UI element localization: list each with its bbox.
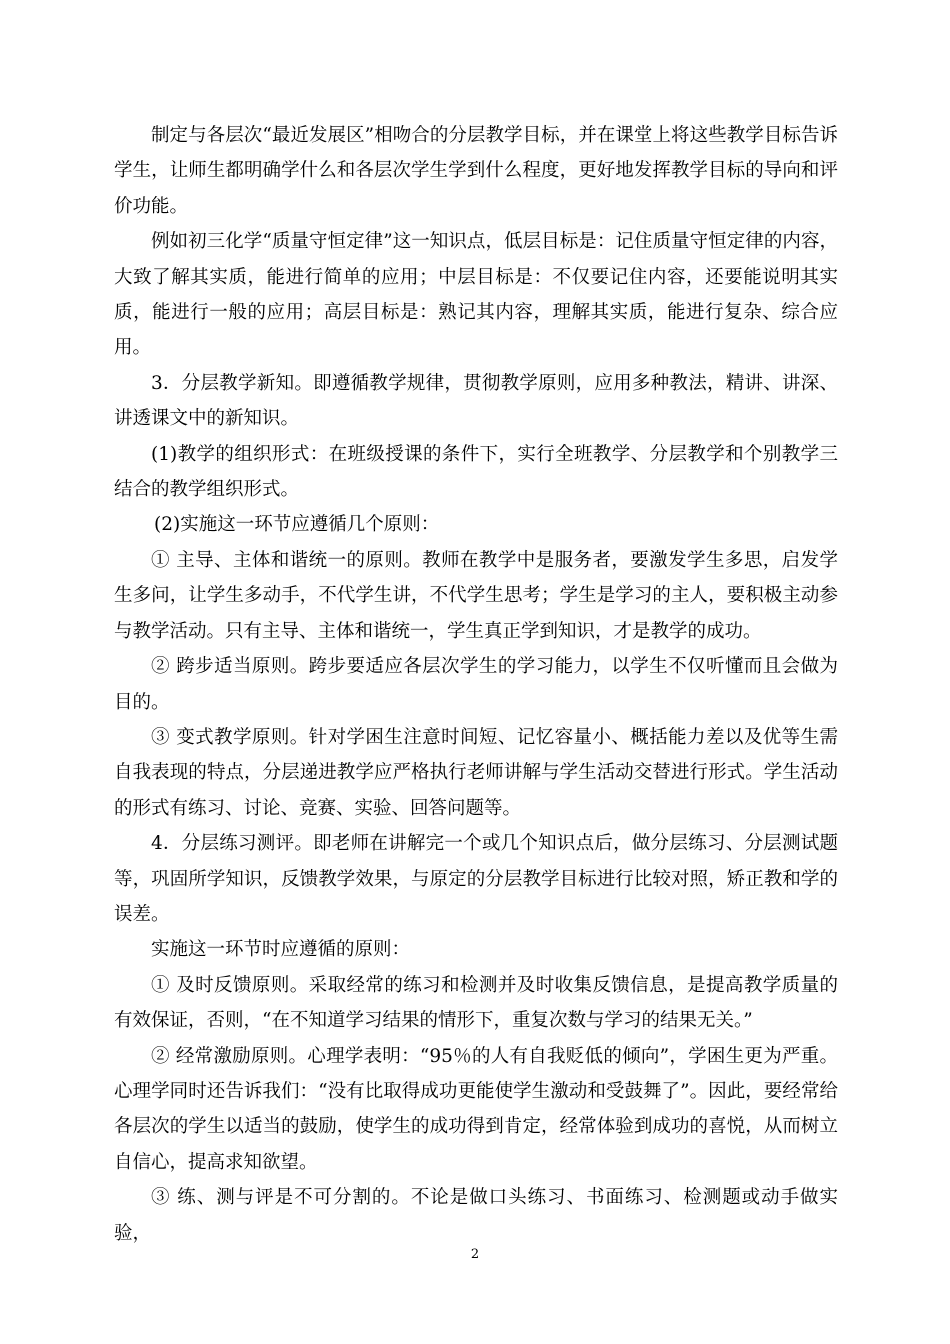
paragraph-principles-heading: (2)实施这一环节应遵循几个原则：	[154, 514, 440, 536]
paragraph-section-4: 4．分层练习测评。即老师在讲解完一个或几个知识点后，做分层练习、分层测试题等，巩固所学知识，反馈教学效果，与原定的分层教学目标进行比较对照，矫正教和学的误差。	[114, 833, 838, 925]
paragraph-goal-intro: 制定与各层次“最近发展区”相吻合的分层教学目标，并在课堂上将这些教学目标告诉学生，让师生都明确学什么和各层次学生学到什么程度，更好地发挥教学目标的导向和评价功能。	[114, 125, 838, 217]
paragraph-principle-1: ① 主导、主体和谐统一的原则。教师在教学中是服务者，要激发学生多思，启发学生多问，让学生多动手，不代学生讲，不代学生思考；学生是学习的主人，要积极主动参与教学活动。只有主导、主体和谐统一，学生真正学到知识，才是教学的成功。	[114, 549, 838, 642]
paragraph-chemistry-example: 例如初三化学“质量守恒定律”这一知识点，低层目标是：记住质量守恒定律的内容，大致了解其实质，能进行简单的应用；中层目标是：不仅要记住内容，还要能说明其实质，能进行一般的应用；高层目标是：熟记其内容，理解其实质，能进行复杂、综合应用。	[114, 231, 838, 359]
paragraph-principle-2: ② 跨步适当原则。跨步要适应各层次学生的学习能力，以学生不仅听懂而且会做为目的。	[114, 656, 838, 713]
paragraph-encouragement-principle: ② 经常激励原则。心理学表明：“95％的人有自我贬低的倾向”，学困生更为严重。心理学同时还告诉我们：“没有比取得成功更能使学生激动和受鼓舞了”。因此，要经常给各层次的学生以适当的鼓励，使学生的成功得到肯定，经常体验到成功的喜悦，从而树立自信心，提高求知欲望。	[114, 1045, 838, 1173]
paragraph-organization-form: (1)教学的组织形式：在班级授课的条件下，实行全班教学、分层教学和个别教学三结合的教学组织形式。	[114, 443, 838, 501]
paragraph-practice-principles-heading: 实施这一环节时应遵循的原则：	[151, 939, 411, 961]
paragraph-feedback-principle: ① 及时反馈原则。采取经常的练习和检测并及时收集反馈信息，是提高教学质量的有效保证，否则，“在不知道学习结果的情形下，重复次数与学习的结果无关。”	[114, 974, 838, 1032]
page-number: 2	[470, 1247, 480, 1262]
document-body	[114, 118, 838, 1251]
paragraph-practice-test-evaluate: ③ 练、测与评是不可分割的。不论是做口头练习、书面练习、检测题或动手做实验，	[114, 1187, 838, 1244]
paragraph-section-3: 3．分层教学新知。即遵循教学规律，贯彻教学原则，应用多种教法，精讲、讲深、讲透课文中的新知识。	[114, 372, 838, 430]
paragraph-principle-3: ③ 变式教学原则。针对学困生注意时间短、记忆容量小、概括能力差以及优等生需自我表现的特点，分层递进教学应严格执行老师讲解与学生活动交替进行形式。学生活动的形式有练习、讨论、竞赛、实验、回答问题等。	[114, 726, 838, 819]
